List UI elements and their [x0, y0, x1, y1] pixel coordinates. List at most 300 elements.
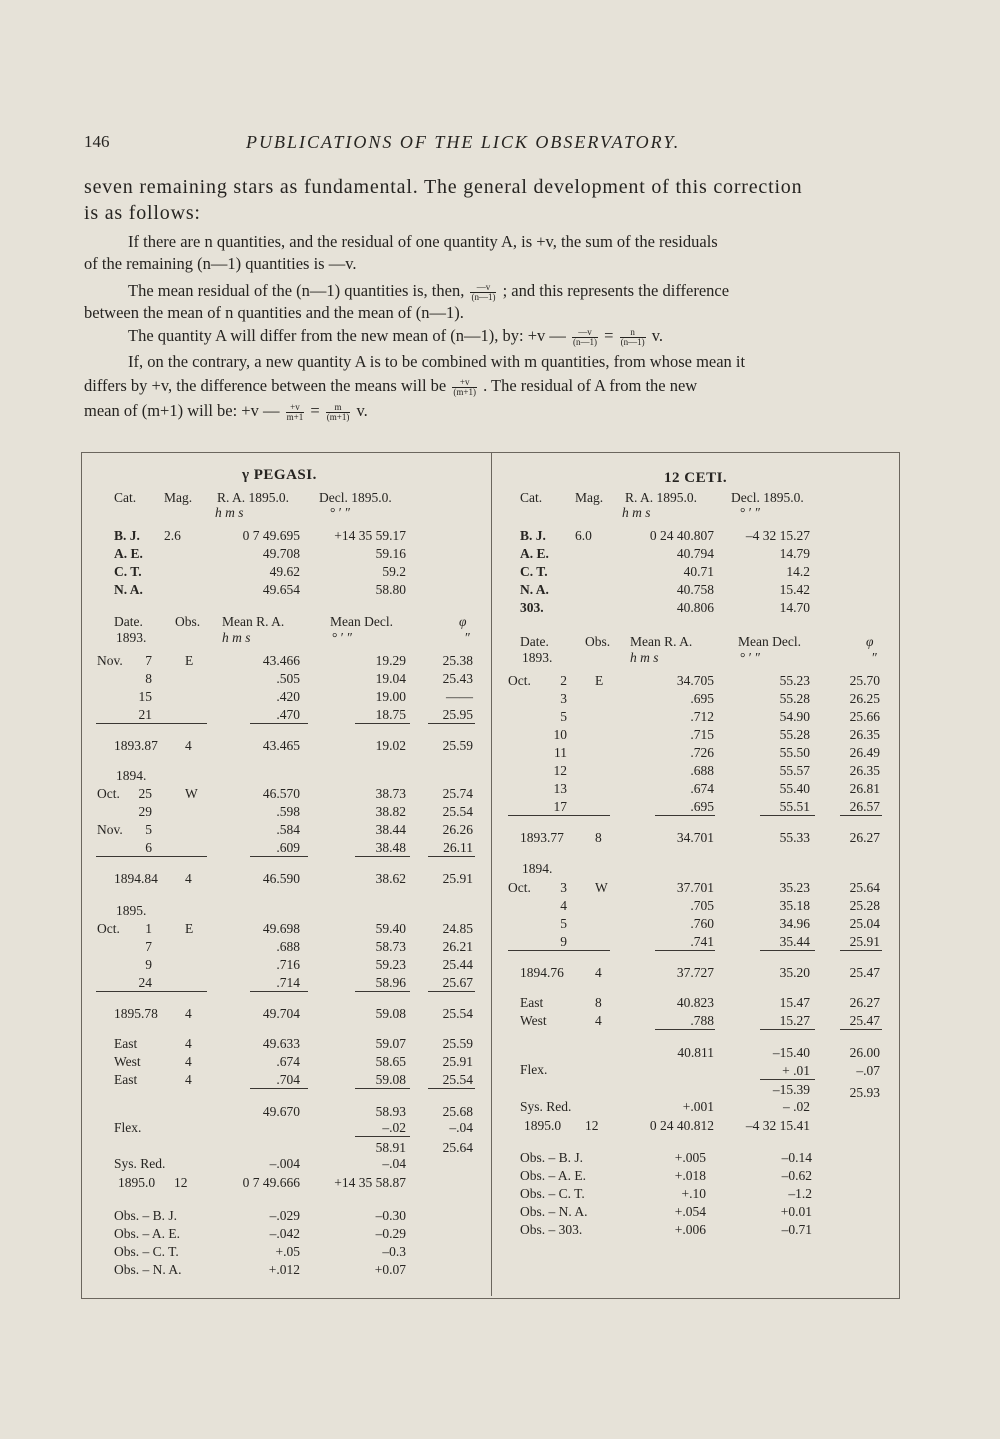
fraction-denominator: (n—1) [573, 336, 598, 347]
units-row: ° ′ ″ [332, 630, 353, 645]
residual-label: Obs. – 303. [520, 1222, 583, 1237]
obs-phi: 24.85 [442, 921, 473, 936]
flexure-decl: –.02 [382, 1120, 406, 1135]
obs-phi: 26.35 [849, 727, 880, 742]
obs-header: φ [866, 634, 874, 649]
sum-rule [655, 1029, 715, 1030]
obs-decl: 19.29 [375, 653, 406, 668]
obs-month: Nov. [97, 653, 123, 668]
equals: = [604, 326, 614, 345]
catalog-header: Mag. [575, 490, 604, 505]
residual-ra: +.005 [674, 1150, 706, 1165]
obs-decl: 55.28 [779, 727, 810, 742]
residual-ra: –.042 [269, 1226, 300, 1241]
obs-phi: 26.57 [849, 799, 880, 814]
paragraph-2b: between the mean of n quantities and the mean of (n—1). [84, 303, 464, 322]
group-mean-ra: 34.701 [676, 830, 714, 845]
sum-rule [760, 950, 815, 951]
obs-day: 2 [560, 673, 567, 688]
obs-day: 6 [145, 840, 152, 855]
observer: E [185, 921, 194, 936]
east-west-count: 4 [595, 1013, 602, 1028]
east-west-decl: 59.08 [375, 1072, 406, 1087]
obs-ra: .741 [690, 934, 714, 949]
units-row: h m s [215, 505, 244, 520]
east-west-label: East [114, 1072, 138, 1087]
obs-decl: 38.48 [375, 840, 406, 855]
obs-phi: 25.38 [442, 653, 473, 668]
catalog-header: R. A. 1895.0. [217, 490, 290, 505]
body-line-1: seven remaining stars as fundamental. The general development of this correction [84, 176, 803, 198]
sum-rule [508, 815, 610, 816]
catalog-decl: –4 32 15.27 [745, 528, 810, 543]
observer: W [185, 786, 198, 801]
units-row: h m s [622, 505, 651, 520]
obs-phi: 26.35 [849, 763, 880, 778]
obs-decl: 55.28 [779, 691, 810, 706]
fraction-numerator: +v [286, 403, 305, 413]
east-west-phi: 25.54 [442, 1072, 473, 1087]
obs-decl: 58.73 [375, 939, 406, 954]
group-mean-decl: 35.20 [779, 965, 810, 980]
group-mean-phi: 25.59 [442, 738, 473, 753]
paragraph-4b-text: differs by +v, the difference between the means will be [84, 376, 447, 395]
obs-ra: .705 [690, 898, 714, 913]
catalog-mag: 6.0 [575, 528, 592, 543]
observer: E [185, 653, 194, 668]
obs-decl: 19.00 [375, 689, 406, 704]
paragraph-4b-tail: . The residual of A from the new [483, 376, 698, 395]
obs-header: φ [459, 614, 467, 629]
residual-decl: +0.07 [374, 1262, 406, 1277]
fraction-denominator: (n—1) [620, 336, 645, 347]
obs-ra: 43.466 [262, 653, 300, 668]
east-west-mean-ra: 49.670 [262, 1104, 300, 1119]
paragraph-3 [84, 325, 900, 347]
catalog-ra: 49.708 [262, 546, 300, 561]
obs-phi: 25.44 [442, 957, 473, 972]
obs-day: 9 [145, 957, 152, 972]
obs-phi: 26.11 [443, 840, 473, 855]
flexure-label: Flex. [114, 1120, 142, 1135]
catalog-decl: 59.2 [382, 564, 406, 579]
east-west-count: 4 [185, 1036, 192, 1051]
obs-decl: 35.44 [779, 934, 810, 949]
units-row: h m s [222, 630, 251, 645]
residual-label: Obs. – C. T. [520, 1186, 585, 1201]
obs-day: 10 [553, 727, 567, 742]
obs-day: 5 [560, 916, 567, 931]
obs-ra: .715 [690, 727, 714, 742]
paragraph-2a-text: The mean residual of the (n—1) quantities is, then, [128, 281, 465, 300]
catalog-name: C. T. [520, 564, 548, 579]
east-west-label: West [114, 1054, 141, 1069]
catalog-name: B. J. [520, 528, 546, 543]
obs-header: Mean R. A. [222, 614, 285, 629]
obs-month: Oct. [508, 673, 531, 688]
obs-decl: 38.44 [375, 822, 406, 837]
page-number: 146 [84, 132, 110, 151]
flexure-phi: –.04 [449, 1120, 473, 1135]
obs-decl: 55.50 [779, 745, 810, 760]
obs-ra: .609 [276, 840, 300, 855]
paragraph-4c [84, 400, 900, 422]
group-mean-ra: 46.590 [262, 871, 300, 886]
column-divider [491, 453, 492, 1296]
sum-rule [250, 1088, 308, 1089]
residual-label: Obs. – B. J. [520, 1150, 584, 1165]
obs-ra: .688 [690, 763, 714, 778]
systematic-reduction-label: Sys. Red. [520, 1099, 572, 1114]
sum-rule [760, 815, 815, 816]
east-west-ra: .704 [276, 1072, 300, 1087]
obs-day: 9 [560, 934, 567, 949]
sum-rule [250, 856, 308, 857]
east-west-mean-phi: 26.00 [849, 1045, 880, 1060]
catalog-ra: 40.71 [683, 564, 714, 579]
east-west-decl: 15.47 [779, 995, 810, 1010]
catalog-header: Cat. [114, 490, 137, 505]
catalog-name: 303. [520, 600, 544, 615]
fraction-numerator: —v [470, 283, 496, 293]
east-west-count: 4 [185, 1072, 192, 1087]
east-west-phi: 25.91 [442, 1054, 473, 1069]
year-label: 1894. [522, 861, 553, 876]
obs-month: Oct. [508, 880, 531, 895]
catalog-ra: 40.758 [676, 582, 714, 597]
obs-decl: 19.04 [375, 671, 406, 686]
residual-decl: –0.3 [382, 1244, 406, 1259]
body-line-2: is as follows: [84, 202, 201, 224]
flexure-phi: –.07 [856, 1063, 880, 1078]
obs-phi: 26.21 [442, 939, 473, 954]
residual-label: Obs. – B. J. [114, 1208, 178, 1223]
equals: = [310, 401, 320, 420]
catalog-ra: 40.806 [676, 600, 714, 615]
obs-decl: 55.57 [779, 763, 810, 778]
residual-decl: –0.62 [781, 1168, 812, 1183]
fraction-numerator: m [326, 403, 351, 413]
catalog-ra: 40.794 [676, 546, 714, 561]
units-row: ° ′ ″ [740, 505, 761, 520]
obs-phi: 25.91 [849, 934, 880, 949]
running-head: PUBLICATIONS OF THE LICK OBSERVATORY. [246, 132, 681, 152]
east-west-ra: .674 [276, 1054, 300, 1069]
fraction [572, 328, 598, 347]
obs-header: Obs. [585, 634, 611, 649]
obs-decl: 38.73 [375, 786, 406, 801]
east-west-mean-decl: 58.93 [375, 1104, 406, 1119]
catalog-header: Decl. 1895.0. [319, 490, 392, 505]
obs-ra: .716 [276, 957, 300, 972]
obs-day: 3 [560, 880, 567, 895]
fraction-denominator: (n—1) [471, 291, 496, 302]
final-decl: +14 35 58.87 [334, 1175, 406, 1190]
obs-decl: 18.75 [375, 707, 406, 722]
obs-ra: .598 [276, 804, 300, 819]
obs-decl: 59.23 [375, 957, 406, 972]
catalog-decl: 14.79 [779, 546, 810, 561]
residual-decl: –0.30 [375, 1208, 406, 1223]
obs-day: 12 [553, 763, 567, 778]
sum-rule [655, 815, 715, 816]
group-mean-ra: 43.465 [262, 738, 300, 753]
flexure-sum-decl: –15.39 [772, 1082, 810, 1097]
obs-decl: 38.82 [375, 804, 406, 819]
residual-label: Obs. – A. E. [520, 1168, 587, 1183]
obs-phi: 25.95 [442, 707, 473, 722]
paragraph-3-text: The quantity A will differ from the new mean of (n—1), by: +v — [128, 326, 566, 345]
fraction [286, 403, 305, 422]
catalog-ra: 0 24 40.807 [649, 528, 714, 543]
units-row: ° ′ ″ [740, 650, 761, 665]
obs-decl: 34.96 [779, 916, 810, 931]
residual-label: Obs. – A. E. [114, 1226, 181, 1241]
residual-label: Obs. – C. T. [114, 1244, 179, 1259]
east-west-ra: 40.823 [676, 995, 714, 1010]
east-west-ra: 49.633 [262, 1036, 300, 1051]
obs-phi: 26.25 [849, 691, 880, 706]
obs-day: 17 [553, 799, 567, 814]
paragraph-4a: If, on the contrary, a new quantity A is to be combined with m quantities, from whose mean it [128, 352, 746, 371]
obs-ra: .760 [690, 916, 714, 931]
sum-rule [96, 723, 207, 724]
observer: E [595, 673, 604, 688]
east-west-mean-ra: 40.811 [677, 1045, 714, 1060]
group-mean-epoch: 1893.87 [114, 738, 158, 753]
fraction [452, 378, 477, 397]
sum-rule [428, 1088, 475, 1089]
group-mean-phi: 26.27 [849, 830, 880, 845]
obs-phi: 25.70 [849, 673, 880, 688]
obs-decl: 55.51 [779, 799, 810, 814]
group-mean-count: 4 [595, 965, 602, 980]
final-epoch: 1895.0 [118, 1175, 156, 1190]
obs-day: 7 [145, 653, 152, 668]
obs-phi: —— [446, 689, 473, 704]
units-row: h m s [630, 650, 659, 665]
catalog-name: N. A. [114, 582, 143, 597]
obs-day: 13 [553, 781, 567, 796]
sum-rule [428, 856, 475, 857]
flexure-sum-decl: 58.91 [375, 1140, 406, 1155]
final-epoch: 1895.0 [524, 1118, 562, 1133]
obs-day: 25 [138, 786, 152, 801]
east-west-count: 8 [595, 995, 602, 1010]
group-mean-epoch: 1894.84 [114, 871, 158, 886]
residual-ra: +.05 [275, 1244, 300, 1259]
obs-ra: .688 [276, 939, 300, 954]
year-label: 1893. [522, 650, 553, 665]
catalog-header: R. A. 1895.0. [625, 490, 698, 505]
obs-ra: 46.570 [262, 786, 300, 801]
units-row: ″ [872, 650, 878, 665]
sum-rule [250, 991, 308, 992]
east-west-mean-decl: –15.40 [772, 1045, 810, 1060]
sum-rule [508, 950, 610, 951]
sum-rule [96, 991, 207, 992]
obs-phi: 25.74 [442, 786, 473, 801]
final-ra: 0 24 40.812 [649, 1118, 714, 1133]
obs-header: Mean Decl. [330, 614, 393, 629]
fraction-denominator: (m+1) [326, 411, 350, 422]
sum-rule [655, 950, 715, 951]
fraction [620, 328, 646, 347]
obs-ra: 34.705 [676, 673, 714, 688]
obs-decl: 35.23 [779, 880, 810, 895]
residual-ra: –.029 [269, 1208, 300, 1223]
systematic-reduction-label: Sys. Red. [114, 1156, 166, 1171]
flexure-label: Flex. [520, 1062, 548, 1077]
residual-label: Obs. – N. A. [520, 1204, 588, 1219]
east-west-phi: 25.59 [442, 1036, 473, 1051]
obs-ra: .695 [690, 799, 714, 814]
obs-phi: 25.67 [442, 975, 473, 990]
obs-day: 29 [138, 804, 152, 819]
sum-rule [355, 723, 410, 724]
sum-rule [840, 815, 882, 816]
group-mean-decl: 55.33 [779, 830, 810, 845]
group-mean-count: 8 [595, 830, 602, 845]
east-west-ra: .788 [690, 1013, 714, 1028]
obs-ra: 37.701 [676, 880, 714, 895]
paragraph-4c-text: mean of (m+1) will be: +v — [84, 401, 280, 420]
obs-decl: 54.90 [779, 709, 810, 724]
fraction [470, 283, 496, 302]
year-label: 1895. [116, 903, 147, 918]
catalog-name: C. T. [114, 564, 142, 579]
catalog-mag: 2.6 [164, 528, 181, 543]
catalog-decl: 14.2 [786, 564, 810, 579]
obs-phi: 25.43 [442, 671, 473, 686]
residual-label: Obs. – N. A. [114, 1262, 182, 1277]
paragraph-4c-tail: v. [356, 401, 368, 420]
residual-ra: +.006 [674, 1222, 706, 1237]
catalog-name: A. E. [520, 546, 549, 561]
systematic-reduction-decl: – .02 [783, 1099, 810, 1114]
group-mean-epoch: 1895.78 [114, 1006, 158, 1021]
year-label: 1894. [116, 768, 147, 783]
fraction [326, 403, 351, 422]
paragraph-4b [84, 375, 900, 397]
obs-phi: 26.81 [849, 781, 880, 796]
obs-phi: 25.64 [849, 880, 880, 895]
fraction-denominator: m+1 [286, 411, 304, 422]
obs-month: Nov. [97, 822, 123, 837]
east-west-label: West [520, 1013, 547, 1028]
residual-ra: +.018 [674, 1168, 706, 1183]
obs-day: 4 [560, 898, 567, 913]
catalog-ra: 49.62 [269, 564, 300, 579]
catalog-header: Decl. 1895.0. [731, 490, 804, 505]
catalog-ra: 0 7 49.695 [242, 528, 300, 543]
paragraph-2a-tail: ; and this represents the difference [502, 281, 730, 300]
obs-ra: .712 [690, 709, 714, 724]
obs-phi: 25.54 [442, 804, 473, 819]
residual-ra: +.10 [681, 1186, 706, 1201]
table-title: 12 CETI. [664, 470, 728, 486]
observer: W [595, 880, 608, 895]
east-west-mean-phi: 25.68 [442, 1104, 473, 1119]
obs-decl: 58.96 [375, 975, 406, 990]
obs-ra: 49.698 [262, 921, 300, 936]
paragraph-3-tail: v. [651, 326, 664, 345]
obs-day: 5 [145, 822, 152, 837]
catalog-name: N. A. [520, 582, 549, 597]
catalog-ra: 49.654 [262, 582, 300, 597]
catalog-name: A. E. [114, 546, 143, 561]
residual-decl: –0.29 [375, 1226, 406, 1241]
group-mean-count: 4 [185, 871, 192, 886]
east-west-phi: 25.47 [849, 1013, 880, 1028]
paragraph-2a [84, 280, 900, 302]
flexure-sum-phi: 25.93 [849, 1085, 880, 1100]
final-ra: 0 7 49.666 [242, 1175, 300, 1190]
east-west-label: East [520, 995, 544, 1010]
sum-rule [760, 1079, 815, 1080]
obs-day: 1 [145, 921, 152, 936]
catalog-decl: 15.42 [779, 582, 810, 597]
final-count: 12 [174, 1175, 188, 1190]
sum-rule [760, 1029, 815, 1030]
obs-day: 3 [560, 691, 567, 706]
group-mean-decl: 59.08 [375, 1006, 406, 1021]
group-mean-ra: 49.704 [262, 1006, 300, 1021]
group-mean-ra: 37.727 [676, 965, 714, 980]
group-mean-decl: 19.02 [375, 738, 406, 753]
residual-decl: –1.2 [788, 1186, 812, 1201]
sum-rule [355, 1136, 410, 1137]
sum-rule [250, 723, 308, 724]
catalog-header: Cat. [520, 490, 543, 505]
obs-decl: 35.18 [779, 898, 810, 913]
group-mean-phi: 25.47 [849, 965, 880, 980]
east-west-phi: 26.27 [849, 995, 880, 1010]
year-label: 1893. [116, 630, 147, 645]
obs-ra: .420 [276, 689, 300, 704]
east-west-count: 4 [185, 1054, 192, 1069]
catalog-decl: 14.70 [779, 600, 810, 615]
sum-rule [840, 950, 882, 951]
obs-phi: 26.49 [849, 745, 880, 760]
sum-rule [96, 856, 207, 857]
obs-header: Date. [520, 634, 549, 649]
paragraph-1b: of the remaining (n—1) quantities is —v. [84, 254, 357, 273]
obs-header: Mean R. A. [630, 634, 693, 649]
fraction-denominator: (m+1) [453, 386, 476, 397]
obs-phi: 25.04 [849, 916, 880, 931]
obs-header: Date. [114, 614, 143, 629]
final-count: 12 [585, 1118, 599, 1133]
obs-day: 11 [554, 745, 567, 760]
obs-day: 8 [145, 671, 152, 686]
obs-decl: 55.23 [779, 673, 810, 688]
obs-ra: .674 [690, 781, 714, 796]
residual-decl: –0.14 [781, 1150, 812, 1165]
obs-month: Oct. [97, 786, 120, 801]
systematic-reduction-ra: –.004 [269, 1156, 300, 1171]
residual-decl: +0.01 [780, 1204, 812, 1219]
obs-phi: 25.28 [849, 898, 880, 913]
units-row: ° ′ ″ [330, 505, 351, 520]
obs-decl: 55.40 [779, 781, 810, 796]
obs-phi: 26.26 [442, 822, 473, 837]
fraction-numerator: +v [452, 378, 477, 388]
sum-rule [428, 991, 475, 992]
obs-header: Mean Decl. [738, 634, 801, 649]
sum-rule [355, 1088, 410, 1089]
residual-ra: +.012 [268, 1262, 300, 1277]
